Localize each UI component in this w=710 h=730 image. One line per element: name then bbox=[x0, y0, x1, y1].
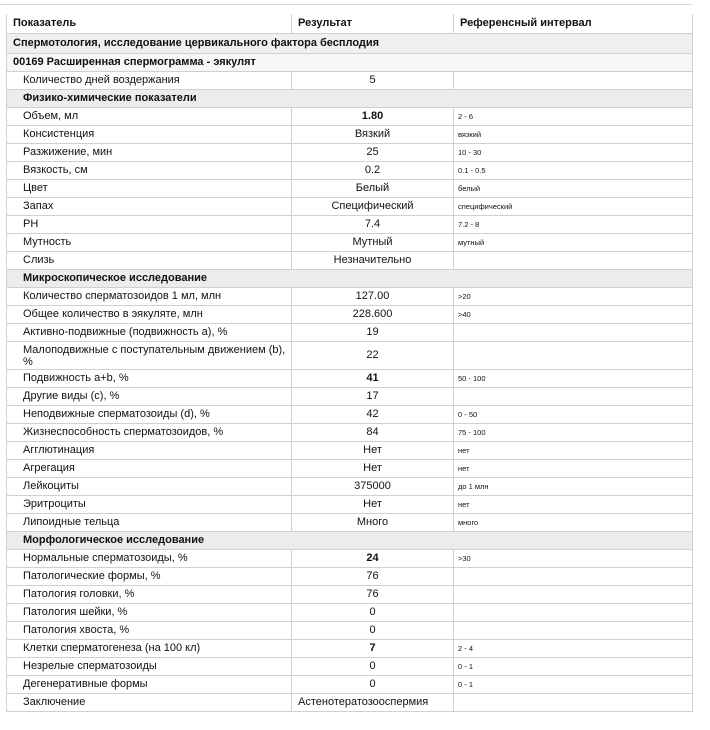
parameter-result: 0 bbox=[292, 658, 454, 676]
parameter-result: 0 bbox=[292, 622, 454, 640]
parameter-result: 1.80 bbox=[292, 108, 454, 126]
parameter-result: Вязкий bbox=[292, 126, 454, 144]
parameter-result: 17 bbox=[292, 388, 454, 406]
parameter-result: 42 bbox=[292, 406, 454, 424]
parameter-name: Неподвижные сперматозоиды (d), % bbox=[7, 406, 292, 424]
parameter-result: Мутный bbox=[292, 234, 454, 252]
table-row bbox=[7, 640, 693, 658]
parameter-reference bbox=[454, 252, 693, 270]
parameter-result: 228.600 bbox=[292, 306, 454, 324]
table-row bbox=[7, 108, 693, 126]
parameter-name: Разжижение, мин bbox=[7, 144, 292, 162]
parameter-reference: нет bbox=[454, 442, 693, 460]
parameter-result: 0 bbox=[292, 676, 454, 694]
results-table bbox=[6, 14, 693, 712]
parameter-reference bbox=[454, 568, 693, 586]
header-result: Результат bbox=[292, 14, 454, 34]
parameter-reference bbox=[454, 342, 693, 370]
parameter-name: Липоидные тельца bbox=[7, 514, 292, 532]
conclusion-value: Астенотератозооспермия bbox=[292, 694, 454, 712]
table-row bbox=[7, 442, 693, 460]
section-row bbox=[7, 34, 693, 54]
parameter-result: 5 bbox=[292, 72, 454, 90]
parameter-name: PH bbox=[7, 216, 292, 234]
table-row bbox=[7, 586, 693, 604]
parameter-reference bbox=[454, 622, 693, 640]
table-row bbox=[7, 406, 693, 424]
table-row bbox=[7, 676, 693, 694]
parameter-name: Запах bbox=[7, 198, 292, 216]
parameter-name: Вязкость, см bbox=[7, 162, 292, 180]
table-row bbox=[7, 306, 693, 324]
table-row bbox=[7, 388, 693, 406]
parameter-result: Специфический bbox=[292, 198, 454, 216]
table-row bbox=[7, 288, 693, 306]
table-row bbox=[7, 144, 693, 162]
parameter-result: 7 bbox=[292, 640, 454, 658]
parameter-result: 375000 bbox=[292, 478, 454, 496]
parameter-reference: мутный bbox=[454, 234, 693, 252]
parameter-result: Незначительно bbox=[292, 252, 454, 270]
parameter-name: Жизнеспособность сперматозоидов, % bbox=[7, 424, 292, 442]
parameter-name: Патология шейки, % bbox=[7, 604, 292, 622]
parameter-result: 24 bbox=[292, 550, 454, 568]
table-row bbox=[7, 162, 693, 180]
section-title: Спермотология, исследование цервикального фактора бесплодия bbox=[7, 34, 693, 54]
parameter-name: Количество дней воздержания bbox=[7, 72, 292, 90]
group-header-row bbox=[7, 532, 693, 550]
parameter-result: 25 bbox=[292, 144, 454, 162]
table-row bbox=[7, 622, 693, 640]
table-row bbox=[7, 496, 693, 514]
parameter-name: Слизь bbox=[7, 252, 292, 270]
parameter-reference: нет bbox=[454, 496, 693, 514]
parameter-reference: 7.2 - 8 bbox=[454, 216, 693, 234]
conclusion-row bbox=[7, 694, 693, 712]
table-row bbox=[7, 252, 693, 270]
parameter-reference: специфический bbox=[454, 198, 693, 216]
parameter-name: Объем, мл bbox=[7, 108, 292, 126]
parameter-name: Подвижность a+b, % bbox=[7, 370, 292, 388]
table-row bbox=[7, 424, 693, 442]
parameter-name: Дегенеративные формы bbox=[7, 676, 292, 694]
parameter-name: Патология головки, % bbox=[7, 586, 292, 604]
parameter-name: Количество сперматозоидов 1 мл, млн bbox=[7, 288, 292, 306]
parameter-result: 76 bbox=[292, 586, 454, 604]
conclusion-reference bbox=[454, 694, 693, 712]
table-row bbox=[7, 514, 693, 532]
parameter-result: 127.00 bbox=[292, 288, 454, 306]
parameter-reference: >30 bbox=[454, 550, 693, 568]
table-row bbox=[7, 180, 693, 198]
parameter-result: 19 bbox=[292, 324, 454, 342]
header-reference: Референсный интервал bbox=[454, 14, 693, 34]
group-title: Морфологическое исследование bbox=[7, 532, 693, 550]
parameter-result: 84 bbox=[292, 424, 454, 442]
parameter-result: 7.4 bbox=[292, 216, 454, 234]
parameter-result: Много bbox=[292, 514, 454, 532]
parameter-name: Мутность bbox=[7, 234, 292, 252]
conclusion-label: Заключение bbox=[7, 694, 292, 712]
parameter-reference bbox=[454, 324, 693, 342]
parameter-reference: 0 - 1 bbox=[454, 676, 693, 694]
parameter-result: 0.2 bbox=[292, 162, 454, 180]
table-header-row bbox=[7, 14, 693, 34]
table-row bbox=[7, 658, 693, 676]
parameter-result: Нет bbox=[292, 460, 454, 478]
parameter-name: Активно-подвижные (подвижность а), % bbox=[7, 324, 292, 342]
parameter-reference: белый bbox=[454, 180, 693, 198]
parameter-name: Консистенция bbox=[7, 126, 292, 144]
parameter-name: Патологические формы, % bbox=[7, 568, 292, 586]
parameter-result: 0 bbox=[292, 604, 454, 622]
parameter-reference: 2 - 4 bbox=[454, 640, 693, 658]
table-row bbox=[7, 604, 693, 622]
table-row bbox=[7, 198, 693, 216]
parameter-name: Общее количество в эякуляте, млн bbox=[7, 306, 292, 324]
table-row bbox=[7, 324, 693, 342]
parameter-name: Нормальные сперматозоиды, % bbox=[7, 550, 292, 568]
parameter-name: Агрегация bbox=[7, 460, 292, 478]
parameter-reference: 10 - 30 bbox=[454, 144, 693, 162]
table-row bbox=[7, 216, 693, 234]
group-title: Физико-химические показатели bbox=[7, 90, 693, 108]
group-title: Микроскопическое исследование bbox=[7, 270, 693, 288]
parameter-name: Незрелые сперматозоиды bbox=[7, 658, 292, 676]
group-header-row bbox=[7, 270, 693, 288]
parameter-reference: 50 - 100 bbox=[454, 370, 693, 388]
parameter-result: 22 bbox=[292, 342, 454, 370]
top-divider bbox=[0, 4, 692, 5]
parameter-result: 76 bbox=[292, 568, 454, 586]
parameter-result: 41 bbox=[292, 370, 454, 388]
parameter-reference: много bbox=[454, 514, 693, 532]
parameter-name: Эритроциты bbox=[7, 496, 292, 514]
results-table-body bbox=[7, 14, 693, 712]
table-row bbox=[7, 234, 693, 252]
parameter-result: Белый bbox=[292, 180, 454, 198]
table-row bbox=[7, 478, 693, 496]
parameter-reference: 0 - 50 bbox=[454, 406, 693, 424]
parameter-name: Другие виды (с), % bbox=[7, 388, 292, 406]
parameter-name: Патология хвоста, % bbox=[7, 622, 292, 640]
table-row bbox=[7, 370, 693, 388]
parameter-reference: >20 bbox=[454, 288, 693, 306]
table-row bbox=[7, 550, 693, 568]
table-row bbox=[7, 72, 693, 90]
parameter-name: Лейкоциты bbox=[7, 478, 292, 496]
table-row bbox=[7, 342, 693, 370]
parameter-reference: 2 - 6 bbox=[454, 108, 693, 126]
parameter-name: Малоподвижные с поступательным движением (b), % bbox=[7, 342, 292, 370]
table-row bbox=[7, 126, 693, 144]
parameter-reference: нет bbox=[454, 460, 693, 478]
group-header-row bbox=[7, 90, 693, 108]
header-name: Показатель bbox=[7, 14, 292, 34]
parameter-reference: 0.1 - 0.5 bbox=[454, 162, 693, 180]
parameter-reference: до 1 млн bbox=[454, 478, 693, 496]
parameter-name: Клетки сперматогенеза (на 100 кл) bbox=[7, 640, 292, 658]
parameter-reference bbox=[454, 72, 693, 90]
parameter-reference bbox=[454, 586, 693, 604]
parameter-reference: вязкий bbox=[454, 126, 693, 144]
parameter-reference: 0 - 1 bbox=[454, 658, 693, 676]
test-title-row bbox=[7, 54, 693, 72]
parameter-name: Агглютинация bbox=[7, 442, 292, 460]
test-title: 00169 Расширенная спермограмма - эякулят bbox=[7, 54, 693, 72]
parameter-result: Нет bbox=[292, 496, 454, 514]
parameter-reference bbox=[454, 604, 693, 622]
parameter-reference: 75 - 100 bbox=[454, 424, 693, 442]
table-row bbox=[7, 568, 693, 586]
parameter-name: Цвет bbox=[7, 180, 292, 198]
parameter-reference bbox=[454, 388, 693, 406]
parameter-reference: >40 bbox=[454, 306, 693, 324]
parameter-result: Нет bbox=[292, 442, 454, 460]
table-row bbox=[7, 460, 693, 478]
